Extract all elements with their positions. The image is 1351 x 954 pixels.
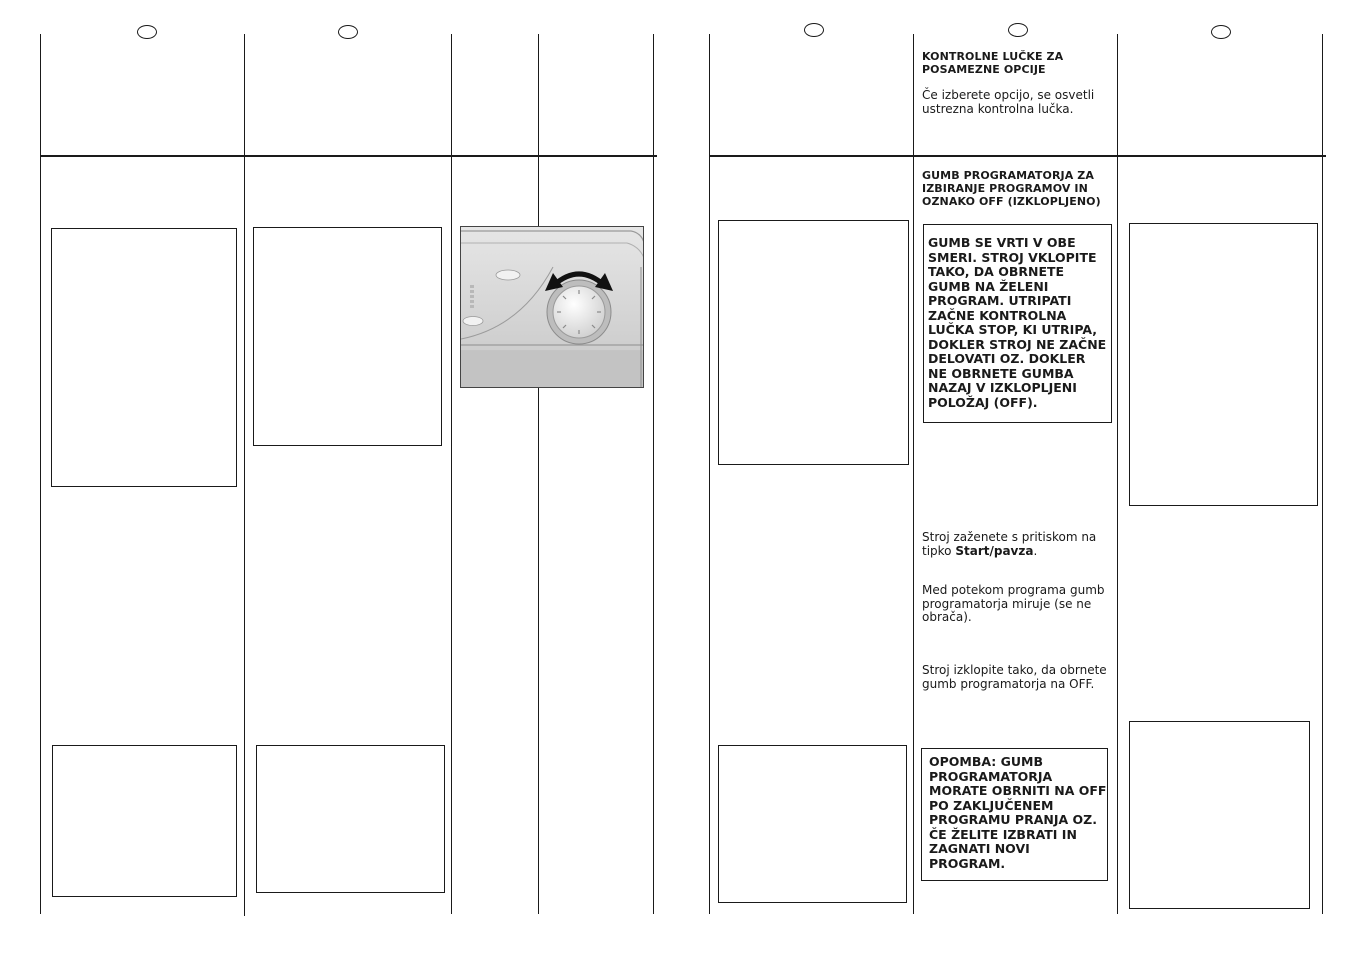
during-program-text: Med potekom programa gumb programatorja miruje (se ne obrača). — [922, 583, 1105, 624]
note-box — [921, 748, 1108, 881]
empty-box — [718, 220, 909, 465]
empty-box — [256, 745, 445, 893]
empty-box — [1129, 721, 1310, 909]
programmer-info-box — [923, 224, 1112, 423]
programmer-knob-illustration — [461, 227, 644, 388]
column-divider — [244, 34, 245, 916]
programmer-knob-figure — [460, 226, 644, 388]
header-rule-left — [40, 155, 657, 157]
column-divider — [653, 34, 654, 914]
column-divider — [1117, 34, 1118, 914]
column-divider — [538, 34, 539, 226]
indicator-text: Če izberete opcijo, se osvetli ustrezna kontrolna lučka. — [922, 88, 1095, 116]
start-pause-key-label: Start/pavza — [955, 543, 1034, 558]
language-oval-4 — [1008, 23, 1028, 37]
language-oval-3 — [804, 23, 824, 37]
column-divider — [40, 34, 41, 914]
programmer-heading: GUMB PROGRAMATORJA ZA IZBIRANJE PROGRAMOV IN OZNAKO OFF (IZKLOPLJENO) — [922, 169, 1101, 208]
column-divider — [451, 34, 452, 914]
language-oval-1 — [137, 25, 157, 39]
header-rule-right — [709, 155, 1326, 157]
language-oval-2 — [338, 25, 358, 39]
start-text: Stroj zaženete s pritiskom na tipko Start/pavza. — [922, 530, 1097, 558]
language-oval-5 — [1211, 25, 1231, 39]
column-divider — [709, 34, 710, 914]
programmer-info-text: GUMB SE VRTI V OBE SMERI. STROJ VKLOPITE TAKO, DA OBRNETE GUMB NA ŽELENI PROGRAM. UTRIPATI ZAČNE KONTROLNA LUČKA STOP, KI UTRIPA, DOKLER STROJ NE ZAČNE DELOVATI OZ. DOKLER NE OBRNETE GUMBA NAZAJ V IZKLOPLJENI POLOŽAJ (OFF). — [928, 235, 1107, 410]
column-divider — [538, 388, 539, 914]
indicator-heading: KONTROLNE LUČKE ZA POSAMEZNE OPCIJE — [922, 50, 1064, 76]
column-divider — [1322, 34, 1323, 914]
switch-off-text: Stroj izklopite tako, da obrnete gumb programatorja na OFF. — [922, 663, 1107, 691]
note-text: OPOMBA: GUMB PROGRAMATORJA MORATE OBRNITI NA OFF PO ZAKLJUČENEM PROGRAMU PRANJA OZ. ČE ŽELITE IZBRATI IN ZAGNATI NOVI PROGRAM. — [929, 754, 1107, 871]
empty-box — [253, 227, 442, 446]
empty-box — [1129, 223, 1318, 506]
empty-box — [51, 228, 237, 487]
column-divider — [913, 34, 914, 914]
empty-box — [718, 745, 907, 903]
empty-box — [52, 745, 237, 897]
